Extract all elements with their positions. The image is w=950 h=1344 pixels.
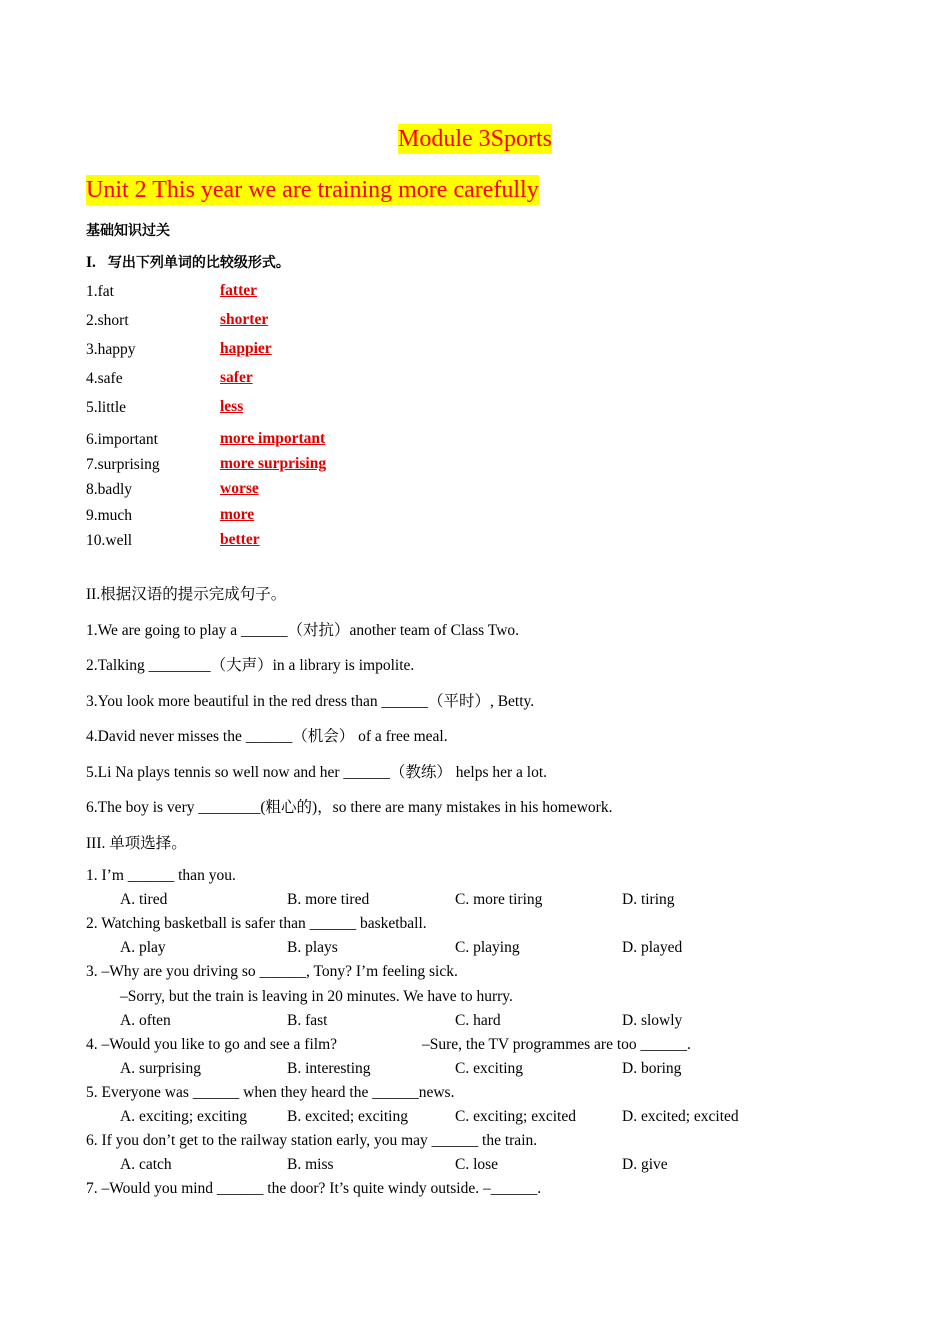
question-stem: 7. –Would you mind ______ the door? It’s quite windy outside. –______. xyxy=(86,1180,542,1197)
question-stem: 5. Everyone was ______ when they heard the ______news. xyxy=(86,1084,455,1101)
option-a: A. surprising xyxy=(120,1060,201,1077)
option-c: C. exciting xyxy=(455,1060,524,1077)
word-item: 2.short xyxy=(86,312,129,329)
section2-heading: II.根据汉语的提示完成句子。 xyxy=(86,586,287,603)
answer-item: happier xyxy=(220,340,272,357)
word-item: 5.little xyxy=(86,399,127,416)
option-c: C. more tiring xyxy=(455,891,543,908)
question-stem: 4. –Would you like to go and see a film? xyxy=(86,1036,338,1053)
option-d: D. slowly xyxy=(622,1012,683,1029)
answer-item: better xyxy=(220,531,260,548)
section3-heading: III. 单项选择。 xyxy=(86,835,187,852)
option-d: D. boring xyxy=(622,1060,682,1077)
sentence-item: 6.The boy is very ________(粗心的)，so there are many mistakes in his homework. xyxy=(86,799,613,816)
question-stem-reply: –Sorry, but the train is leaving in 20 minutes. We have to hurry. xyxy=(120,988,513,1005)
option-c: C. lose xyxy=(455,1156,499,1173)
option-d: D. give xyxy=(622,1156,668,1173)
option-a: A. often xyxy=(120,1012,171,1029)
question-stem: 3. –Why are you driving so ______, Tony? I’m feeling sick. xyxy=(86,963,458,980)
answer-item: more surprising xyxy=(220,455,327,472)
option-d: D. tiring xyxy=(622,891,675,908)
option-b: B. plays xyxy=(287,939,338,956)
question-stem: 6. If you don’t get to the railway station early, you may ______ the train. xyxy=(86,1132,538,1149)
answer-item: less xyxy=(220,398,244,415)
option-b: B. fast xyxy=(287,1012,328,1029)
option-a: A. play xyxy=(120,939,166,956)
sentence-item: 2.Talking ________（大声）in a library is impolite. xyxy=(86,657,415,674)
word-item: 3.happy xyxy=(86,341,136,358)
answer-item: fatter xyxy=(220,282,257,299)
section1-heading xyxy=(86,252,290,273)
option-b: B. excited; exciting xyxy=(287,1108,408,1125)
sentence-item: 5.Li Na plays tennis so well now and her ______（教练） helps her a lot. xyxy=(86,764,548,781)
answer-item: more important xyxy=(220,430,326,447)
word-item: 7.surprising xyxy=(86,456,160,473)
section1-title: 写出下列单词的比较级形式。 xyxy=(107,255,290,271)
option-b: B. interesting xyxy=(287,1060,371,1077)
option-c: C. hard xyxy=(455,1012,501,1029)
option-c: C. playing xyxy=(455,939,520,956)
word-item: 4.safe xyxy=(86,370,123,387)
option-c: C. exciting; excited xyxy=(455,1108,576,1125)
question-stem: 2. Watching basketball is safer than ______ basketball. xyxy=(86,915,427,932)
word-item: 1.fat xyxy=(86,283,114,300)
section-basic-heading: 基础知识过关 xyxy=(86,223,170,239)
option-a: A. tired xyxy=(120,891,168,908)
module-title: Module 3Sports xyxy=(398,126,553,152)
sentence-item: 1.We are going to play a ______（对抗）another team of Class Two. xyxy=(86,622,520,639)
sentence-item: 4.David never misses the ______（机会） of a free meal. xyxy=(86,728,448,745)
answer-item: safer xyxy=(220,369,253,386)
option-b: B. miss xyxy=(287,1156,334,1173)
unit-title: Unit 2 This year we are training more carefully xyxy=(86,177,539,203)
word-item: 10.well xyxy=(86,532,133,549)
option-d: D. played xyxy=(622,939,683,956)
word-item: 6.important xyxy=(86,431,158,448)
answer-item: worse xyxy=(220,480,259,497)
option-a: A. catch xyxy=(120,1156,172,1173)
word-item: 8.badly xyxy=(86,481,133,498)
question-stem-reply: –Sure, the TV programmes are too ______. xyxy=(422,1036,691,1053)
answer-item: shorter xyxy=(220,311,269,328)
sentence-item: 3.You look more beautiful in the red dress than ______（平时）, Betty. xyxy=(86,693,535,710)
section1-number: I. xyxy=(86,254,96,271)
option-b: B. more tired xyxy=(287,891,370,908)
option-d: D. excited; excited xyxy=(622,1108,739,1125)
word-item: 9.much xyxy=(86,507,133,524)
answer-item: more xyxy=(220,506,255,523)
question-stem: 1. I’m ______ than you. xyxy=(86,867,236,884)
option-a: A. exciting; exciting xyxy=(120,1108,247,1125)
